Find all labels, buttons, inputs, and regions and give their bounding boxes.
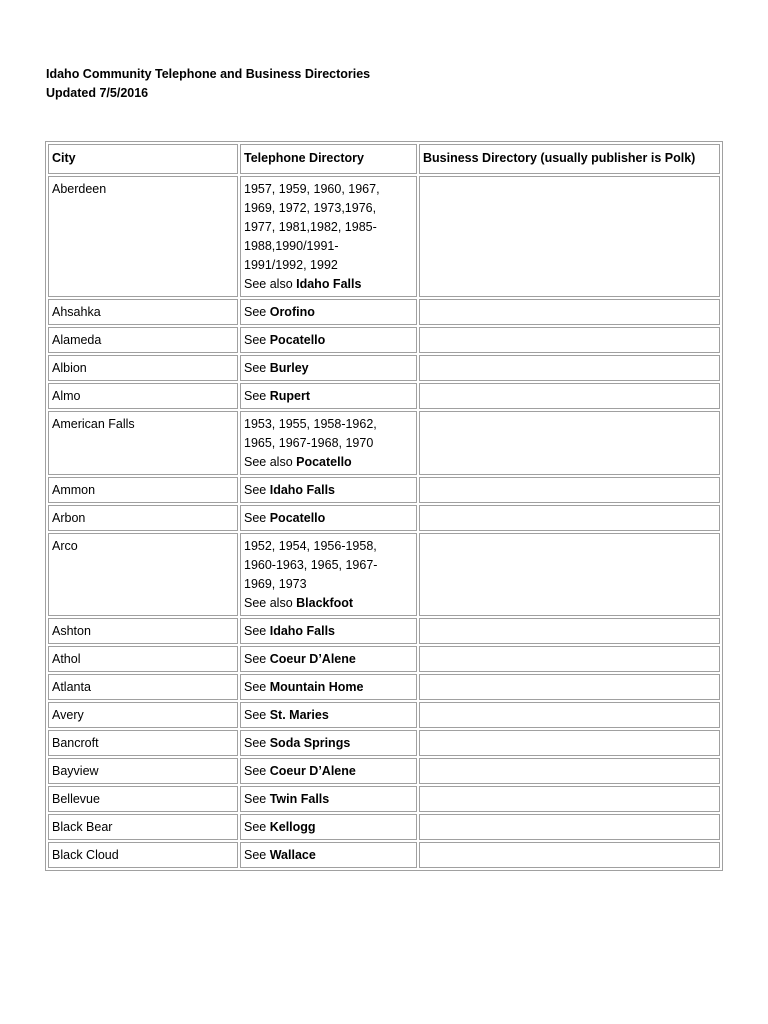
business-directory-cell [419, 842, 720, 868]
see-target-city: Rupert [269, 389, 310, 403]
header-telephone-directory: Telephone Directory [240, 144, 417, 174]
see-reference [244, 596, 353, 610]
business-directory-cell [419, 646, 720, 672]
see-prefix: See also [244, 596, 297, 610]
city-cell: Ashton [48, 618, 238, 644]
telephone-directory-cell [240, 505, 417, 531]
see-target-city: Soda Springs [269, 736, 351, 750]
table-row [48, 299, 720, 325]
directory-years-line: 1988,1990/1991- [244, 239, 339, 253]
telephone-directory-cell [240, 327, 417, 353]
telephone-directory-cell [240, 477, 417, 503]
table-row [48, 176, 720, 297]
see-reference [244, 764, 356, 778]
city-cell: Arbon [48, 505, 238, 531]
city-cell: Black Bear [48, 814, 238, 840]
see-prefix: See [244, 624, 270, 638]
see-reference [244, 483, 335, 497]
telephone-directory-cell [240, 730, 417, 756]
table-row [48, 533, 720, 616]
see-reference [244, 652, 356, 666]
see-target-city: Twin Falls [269, 792, 330, 806]
see-prefix: See [244, 820, 270, 834]
see-reference [244, 624, 335, 638]
see-target-city: Orofino [269, 305, 315, 319]
see-reference [244, 848, 316, 862]
telephone-directory-cell [240, 176, 417, 297]
table-row [48, 842, 720, 868]
telephone-directory-cell [240, 674, 417, 700]
business-directory-cell [419, 176, 720, 297]
business-directory-cell [419, 477, 720, 503]
table-row [48, 411, 720, 475]
table-row [48, 505, 720, 531]
see-target-city: Burley [269, 361, 309, 375]
business-directory-cell [419, 355, 720, 381]
city-cell: Bellevue [48, 786, 238, 812]
table-row [48, 383, 720, 409]
see-reference [244, 277, 361, 291]
see-target-city: St. Maries [269, 708, 329, 722]
business-directory-cell [419, 786, 720, 812]
directory-years-line: 1965, 1967-1968, 1970 [244, 436, 374, 450]
see-prefix: See also [244, 277, 297, 291]
header-business-directory: Business Directory (usually publisher is Polk) [419, 144, 720, 174]
see-target-city: Wallace [269, 848, 316, 862]
telephone-directory-cell [240, 702, 417, 728]
see-prefix: See [244, 792, 270, 806]
city-cell: Black Cloud [48, 842, 238, 868]
telephone-directory-cell [240, 814, 417, 840]
business-directory-cell [419, 618, 720, 644]
directory-years-line: 1952, 1954, 1956-1958, [244, 539, 377, 553]
see-prefix: See [244, 483, 270, 497]
see-prefix: See [244, 652, 270, 666]
city-cell: Aberdeen [48, 176, 238, 297]
table-row [48, 814, 720, 840]
see-reference [244, 736, 350, 750]
table-row [48, 674, 720, 700]
table-row [48, 758, 720, 784]
see-reference [244, 792, 329, 806]
telephone-directory-cell [240, 646, 417, 672]
table-row [48, 355, 720, 381]
business-directory-cell [419, 383, 720, 409]
see-target-city: Mountain Home [269, 680, 364, 694]
telephone-directory-cell [240, 786, 417, 812]
header-city: City [48, 144, 238, 174]
business-directory-cell [419, 533, 720, 616]
business-directory-cell [419, 730, 720, 756]
see-reference [244, 305, 315, 319]
business-directory-cell [419, 327, 720, 353]
see-reference [244, 511, 325, 525]
see-prefix: See [244, 305, 270, 319]
see-target-city: Coeur D’Alene [269, 652, 356, 666]
see-target-city: Kellogg [269, 820, 316, 834]
table-header-row [48, 144, 720, 174]
table-row [48, 327, 720, 353]
city-cell: Ahsahka [48, 299, 238, 325]
city-cell: Athol [48, 646, 238, 672]
telephone-directory-cell [240, 618, 417, 644]
city-cell: Bancroft [48, 730, 238, 756]
city-cell: Alameda [48, 327, 238, 353]
city-cell: Albion [48, 355, 238, 381]
see-target-city: Idaho Falls [296, 277, 362, 291]
telephone-directory-cell [240, 842, 417, 868]
see-reference [244, 333, 325, 347]
business-directory-cell [419, 674, 720, 700]
see-prefix: See [244, 764, 270, 778]
business-directory-cell [419, 814, 720, 840]
see-reference [244, 361, 309, 375]
table-row [48, 730, 720, 756]
see-prefix: See [244, 680, 270, 694]
document-title: Idaho Community Telephone and Business Directories [46, 67, 371, 81]
see-target-city: Idaho Falls [269, 483, 336, 497]
see-target-city: Blackfoot [296, 596, 354, 610]
table-row [48, 786, 720, 812]
directory-years-line: 1957, 1959, 1960, 1967, [244, 182, 380, 196]
see-prefix: See [244, 361, 270, 375]
document-header [46, 65, 370, 103]
business-directory-cell [419, 411, 720, 475]
city-cell: Almo [48, 383, 238, 409]
see-target-city: Pocatello [296, 455, 352, 469]
city-cell: Arco [48, 533, 238, 616]
see-prefix: See [244, 848, 270, 862]
see-reference [244, 680, 363, 694]
directory-years-line: 1991/1992, 1992 [244, 258, 338, 272]
telephone-directory-cell [240, 299, 417, 325]
see-prefix: See [244, 333, 270, 347]
see-reference [244, 389, 310, 403]
telephone-directory-cell [240, 411, 417, 475]
business-directory-cell [419, 702, 720, 728]
business-directory-cell [419, 299, 720, 325]
see-prefix: See [244, 389, 270, 403]
table-row [48, 646, 720, 672]
city-cell: Avery [48, 702, 238, 728]
see-prefix: See also [244, 455, 297, 469]
see-reference [244, 820, 316, 834]
city-cell: Atlanta [48, 674, 238, 700]
see-prefix: See [244, 708, 270, 722]
directory-years-line: 1953, 1955, 1958-1962, [244, 417, 377, 431]
city-cell: Ammon [48, 477, 238, 503]
directory-table [45, 141, 723, 871]
city-cell: Bayview [48, 758, 238, 784]
see-prefix: See [244, 511, 270, 525]
see-target-city: Pocatello [269, 333, 326, 347]
table-row [48, 618, 720, 644]
table-row [48, 477, 720, 503]
telephone-directory-cell [240, 355, 417, 381]
see-target-city: Coeur D’Alene [269, 764, 356, 778]
city-cell: American Falls [48, 411, 238, 475]
see-target-city: Pocatello [269, 511, 326, 525]
directory-years-line: 1969, 1972, 1973,1976, [244, 201, 377, 215]
telephone-directory-cell [240, 758, 417, 784]
directory-years-line: 1969, 1973 [244, 577, 307, 591]
directory-years-line: 1960-1963, 1965, 1967- [244, 558, 378, 572]
table-row [48, 702, 720, 728]
business-directory-cell [419, 505, 720, 531]
business-directory-cell [419, 758, 720, 784]
see-target-city: Idaho Falls [269, 624, 336, 638]
telephone-directory-cell [240, 533, 417, 616]
document-updated-date: Updated 7/5/2016 [46, 86, 149, 100]
see-reference [244, 455, 352, 469]
see-reference [244, 708, 329, 722]
see-prefix: See [244, 736, 270, 750]
directory-years-line: 1977, 1981,1982, 1985- [244, 220, 377, 234]
telephone-directory-cell [240, 383, 417, 409]
